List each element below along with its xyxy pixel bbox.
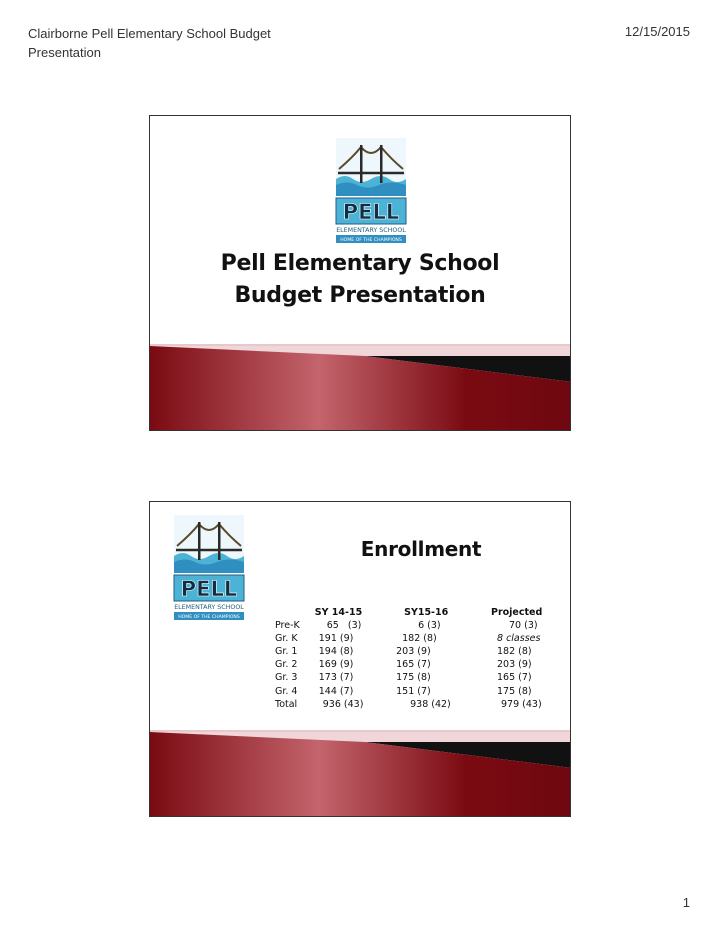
- logo-line2-text: HOME OF THE CHAMPIONS: [178, 615, 240, 621]
- projected-cell: 70 (3): [509, 620, 538, 632]
- sy1516-cell: 175 (8): [396, 672, 431, 684]
- projected-cell: 8 classes: [497, 633, 541, 645]
- grade-cell: Gr. K: [275, 633, 298, 645]
- header-title-line2: Presentation: [28, 45, 101, 60]
- grade-cell: Pre-K: [275, 620, 300, 632]
- sy1415-cell: 936 (43): [322, 698, 364, 710]
- page-header-title: [28, 24, 271, 62]
- sy1516-cell: 6 (3): [418, 620, 441, 632]
- projected-cell: 979 (43): [501, 698, 542, 710]
- column-header: SY 14-15: [314, 607, 363, 618]
- logo-line2-text: HOME OF THE CHAMPIONS: [340, 238, 402, 244]
- slide1-title-line2: Budget Presentation: [234, 283, 486, 308]
- sy1516-cell: 151 (7): [396, 685, 431, 697]
- logo-name-text: PELL: [342, 200, 400, 224]
- red-band-decoration: [150, 116, 571, 431]
- sy1516-cell: 165 (7): [396, 659, 431, 671]
- header-title-line1: Clairborne Pell Elementary School Budget: [28, 26, 271, 41]
- projected-cell: 182 (8): [497, 646, 532, 658]
- logo-line1-text: ELEMENTARY SCHOOL: [174, 604, 244, 611]
- sy1516-cell: 203 (9): [396, 646, 431, 658]
- column-header: Projected: [491, 607, 543, 618]
- sy1516-cell: 938 (42): [410, 698, 451, 710]
- sy1415-cell: 194 (8): [318, 646, 354, 658]
- page-number: 1: [682, 895, 690, 910]
- grade-cell: Total: [275, 698, 298, 710]
- grade-cell: Gr. 1: [275, 646, 298, 658]
- projected-cell: 203 (9): [497, 659, 532, 671]
- sy1415-cell: 144 (7): [318, 685, 354, 697]
- slide-enrollment: [149, 501, 571, 817]
- logo-name-text: PELL: [180, 577, 238, 601]
- slide1-title-line1: Pell Elementary School: [220, 251, 500, 276]
- slide2-title: Enrollment: [360, 537, 482, 561]
- sy1415-cell: 65 (3): [326, 620, 362, 632]
- projected-cell: 165 (7): [497, 672, 532, 684]
- sy1415-cell: 173 (7): [318, 672, 354, 684]
- slide-title: [149, 115, 571, 431]
- grade-cell: Gr. 4: [275, 685, 298, 697]
- column-header: SY15-16: [404, 607, 449, 618]
- sy1516-cell: 182 (8): [402, 633, 437, 645]
- logo-line1-text: ELEMENTARY SCHOOL: [336, 227, 406, 234]
- header-date: 12/15/2015: [624, 24, 690, 39]
- grade-cell: Gr. 2: [275, 659, 298, 671]
- red-band-decoration: [150, 502, 571, 817]
- projected-cell: 175 (8): [497, 685, 532, 697]
- sy1415-cell: 191 (9): [318, 633, 354, 645]
- grade-cell: Gr. 3: [275, 672, 298, 684]
- sy1415-cell: 169 (9): [318, 659, 354, 671]
